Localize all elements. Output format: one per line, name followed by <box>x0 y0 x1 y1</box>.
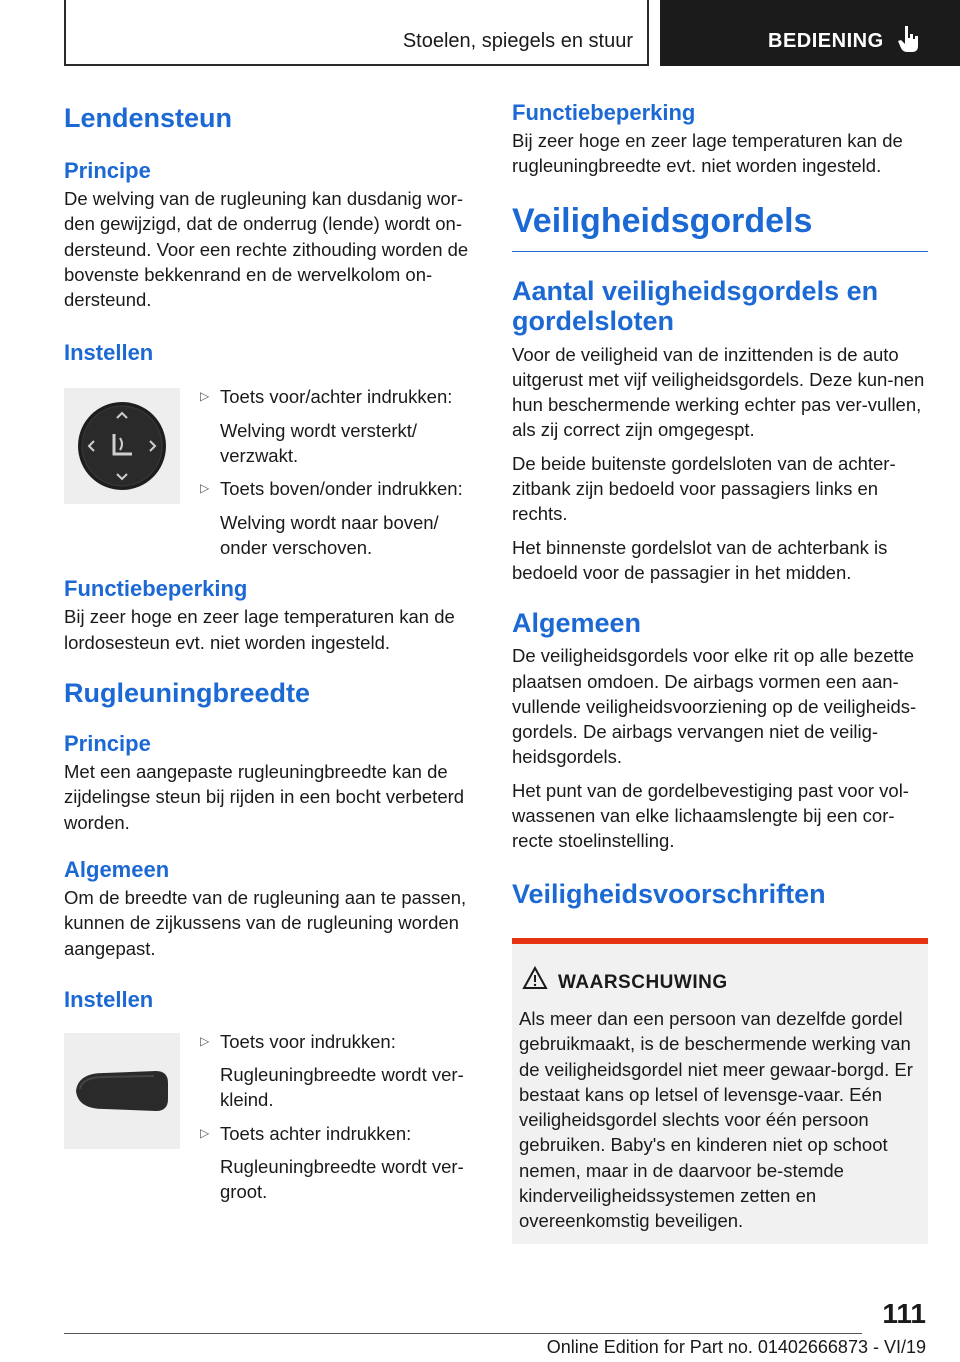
lumbar-switch-icon <box>64 388 180 504</box>
algemeen-text: Om de breedte van de rugleuning aan te passen, kunnen de zijkussens van de rugleuning worden aangepast. <box>64 886 467 959</box>
step-result: Welving wordt versterkt/ verzwakt. <box>220 419 418 467</box>
principe-text: De welving van de rugleuning kan dusdanig wor-den gewijzigd, dat de onderrug (lende) wordt on-dersteund. Voor een rechte zithouding worden de bovenste bekkenrand en de wervelkolom on-dersteund. <box>64 188 469 311</box>
algemeen-text-1: De veiligheidsgordels voor elke rit op alle bezette plaatsen omdoen. De airbags vormen een aan-vullende veiligheidsvoorziening op de veiligheids-gordels. De airbags vervangen niet de veilig-heidsgordels. <box>512 645 917 768</box>
section-tab <box>64 0 649 66</box>
width-switch-image <box>64 1033 180 1149</box>
principe-heading: Principe <box>64 158 151 183</box>
triangle-bullet-icon: ▷ <box>200 1033 210 1048</box>
aantal-text-2: De beide buitenste gordelsloten van de achter-zitbank zijn bedoeld voor passagiers links en rechts. <box>512 452 896 525</box>
width-switch-icon <box>64 1033 180 1149</box>
functiebeperking-text: Bij zeer hoge en zeer lage temperaturen kan de lordosesteun evt. niet worden ingesteld. <box>64 606 455 653</box>
step-item <box>200 1121 480 1146</box>
right-column <box>512 98 928 914</box>
step-result: Welving wordt naar boven/ onder verschoven. <box>220 511 439 558</box>
algemeen-heading: Algemeen <box>64 856 170 882</box>
section-title: Stoelen, spiegels en stuur <box>402 30 633 52</box>
functiebeperking-text: Bij zeer hoge en zeer lage temperaturen kan de rugleuningbreedte evt. niet worden ingesteld. <box>512 130 903 177</box>
triangle-bullet-icon: ▷ <box>200 481 210 496</box>
lumbar-switch-image <box>64 388 180 504</box>
step-item <box>200 1029 480 1054</box>
aantal-gordels-heading: Aantal veiligheidsgordels en gordelsloten <box>512 275 879 336</box>
veiligheidsgordels-heading: Veiligheidsgordels <box>512 197 928 252</box>
lendensteun-heading: Lendensteun <box>64 103 233 133</box>
page-number: 111 <box>882 1298 926 1329</box>
step-action: Toets voor/achter indrukken: <box>220 386 453 408</box>
step-action: Toets achter indrukken: <box>220 1122 412 1144</box>
chapter-title: BEDIENING <box>768 30 884 52</box>
functiebeperking-heading: Functiebeperking <box>512 100 696 125</box>
instellen-heading: Instellen <box>64 340 154 366</box>
warning-box <box>512 938 928 1244</box>
step-result: Rugleuningbreedte wordt ver-groot. <box>220 1156 464 1203</box>
lumbar-steps <box>200 384 480 560</box>
triangle-bullet-icon: ▷ <box>200 389 210 404</box>
algemeen-text-2: Het punt van de gordelbevestiging past voor vol-wassenen van elke lichaamslengte bij een cor-recte stoelinstelling. <box>512 779 909 852</box>
warning-text: Als meer dan een persoon van dezelfde gordel gebruikmaakt, is de beschermende werking van de veiligheidsgordel niet meer gewaar-borgd. Er bestaat kans op letsel of levensge-vaar. Eén veiligheidsgordel slechts voor één persoon gebruiken. Baby's en kinderen niet op schoot nemen, maar in de daarvoor be-stemde kinderveiligheidssystemen zetten en overeenkomstig beveiligen. <box>519 1008 913 1232</box>
principe-heading: Principe <box>64 731 151 757</box>
width-steps <box>200 1029 480 1205</box>
page-header <box>64 0 960 66</box>
instellen-lumbar-block <box>64 384 480 572</box>
instellen-heading: Instellen <box>64 986 154 1012</box>
footer-divider <box>64 1333 862 1334</box>
chapter-tab <box>660 0 960 66</box>
step-result: Rugleuningbreedte wordt ver-kleind. <box>220 1064 464 1111</box>
aantal-text-3: Het binnenste gordelslot van de achterbank is bedoeld voor de passagier in het midden. <box>512 536 888 583</box>
footer-edition: Online Edition for Part no. 01402666873 - VI/19 <box>546 1337 926 1357</box>
hand-pointer-icon <box>896 24 922 54</box>
left-column <box>64 98 480 1209</box>
veiligheidsvoorschriften-heading: Veiligheidsvoorschriften <box>512 878 826 909</box>
functiebeperking-heading: Functiebeperking <box>64 576 248 602</box>
warning-triangle-icon <box>522 966 548 990</box>
step-action: Toets boven/onder indrukken: <box>220 478 463 500</box>
triangle-bullet-icon: ▷ <box>200 1125 210 1140</box>
instellen-width-block <box>64 1029 480 1209</box>
step-item <box>200 384 480 409</box>
principe-text: Met een aangepaste rugleuningbreedte kan de zijdelingse steun bij rijden in een bocht verbeterd worden. <box>64 761 465 833</box>
rugleuningbreedte-heading: Rugleuningbreedte <box>64 678 311 709</box>
step-action: Toets voor indrukken: <box>220 1030 396 1052</box>
aantal-text-1: Voor de veiligheid van de inzittenden is de auto uitgerust met vijf veiligheidsgordels. Deze kun-nen hun beschermende werking echter pas ver-vullen, als zij correct zijn omgegespt. <box>512 343 925 441</box>
warning-title: WAARSCHUWING <box>558 972 728 993</box>
step-item <box>200 476 480 501</box>
algemeen-heading: Algemeen <box>512 608 642 639</box>
